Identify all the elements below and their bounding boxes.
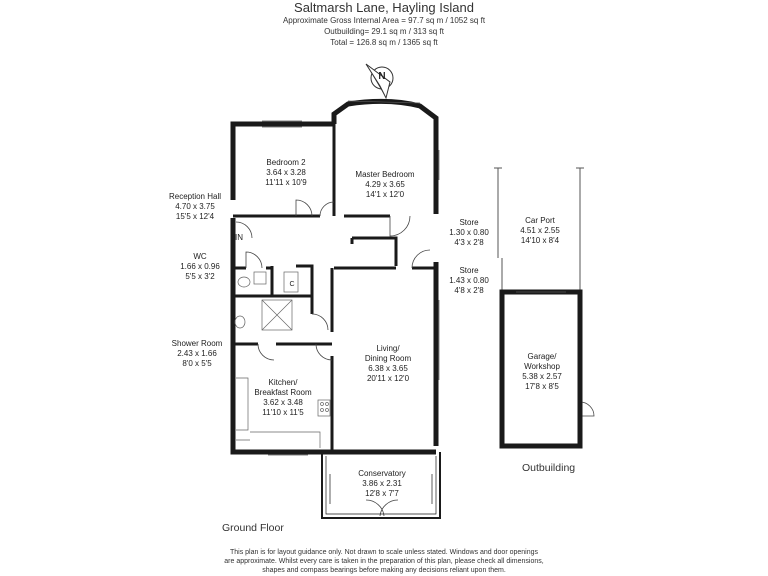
room-name: Conservatory <box>358 469 406 478</box>
room-name-line2: Breakfast Room <box>254 388 312 397</box>
room-imperial: 12'8 x 7'7 <box>365 489 399 498</box>
room-store-2 <box>442 266 496 296</box>
room-master-bedroom <box>340 170 430 200</box>
plan-title: Saltmarsh Lane, Hayling Island <box>294 0 474 15</box>
gross-area-text: Approximate Gross Internal Area = 97.7 sq m / 1052 sq ft <box>282 16 486 25</box>
ground-floor-label: Ground Floor <box>222 522 284 534</box>
outbuilding-area-text: Outbuilding= 29.1 sq m / 313 sq ft <box>324 27 444 36</box>
room-kitchen <box>240 378 326 418</box>
room-metric: 4.51 x 2.55 <box>520 226 560 235</box>
room-metric: 1.30 x 0.80 <box>449 228 489 237</box>
room-reception-hall <box>156 192 234 222</box>
room-name: Car Port <box>525 216 555 225</box>
entrance-marker: IN <box>235 233 243 242</box>
room-name-line1: Living/ <box>376 344 400 353</box>
room-imperial: 4'8 x 2'8 <box>454 286 484 295</box>
room-name: WC <box>193 252 207 261</box>
room-metric: 4.70 x 3.75 <box>175 202 215 211</box>
disclaimer-line-1: This plan is for layout guidance only. Not drawn to scale unless stated. Windows and door openings <box>229 549 539 556</box>
room-name-line1: Garage/ <box>527 352 557 361</box>
disclaimer-line-3: shapes and compass bearings before making any decisions reliant upon them. <box>262 567 506 574</box>
room-garage <box>504 352 580 392</box>
room-imperial: 20'11 x 12'0 <box>366 374 410 383</box>
room-imperial: 8'0 x 5'5 <box>182 359 212 368</box>
room-name: Reception Hall <box>168 192 222 201</box>
room-imperial: 11'11 x 10'9 <box>265 178 307 187</box>
room-metric: 3.64 x 3.28 <box>266 168 306 177</box>
room-metric: 6.38 x 3.65 <box>368 364 408 373</box>
room-name-line1: Kitchen/ <box>268 378 298 387</box>
room-name-line2: Workshop <box>524 362 560 371</box>
room-imperial: 4'3 x 2'8 <box>454 238 484 247</box>
compass-north-label: N <box>378 71 386 82</box>
room-name: Shower Room <box>171 339 223 348</box>
room-metric: 3.86 x 2.31 <box>362 479 402 488</box>
total-area-text: Total = 126.8 sq m / 1365 sq ft <box>330 38 438 47</box>
room-name: Store <box>459 266 479 275</box>
room-name-line2: Dining Room <box>364 354 412 363</box>
room-metric: 4.29 x 3.65 <box>365 180 405 189</box>
room-imperial: 17'8 x 8'5 <box>525 382 559 391</box>
room-metric: 1.43 x 0.80 <box>449 276 489 285</box>
room-store-1 <box>442 218 496 248</box>
disclaimer-line-2: are approximate. Whilst every care is taken in the preparation of this plan, please check all dimensions, <box>224 558 544 565</box>
room-imperial: 11'10 x 11'5 <box>262 408 304 417</box>
room-imperial: 14'10 x 8'4 <box>520 236 560 245</box>
room-conservatory <box>342 469 422 499</box>
room-wc <box>172 252 228 282</box>
room-metric: 2.43 x 1.66 <box>177 349 217 358</box>
room-living <box>340 344 436 384</box>
outbuilding-label: Outbuilding <box>522 462 576 474</box>
room-car-port <box>500 216 580 246</box>
room-name: Master Bedroom <box>355 170 415 179</box>
room-imperial: 14'1 x 12'0 <box>365 190 405 199</box>
room-imperial: 15'5 x 12'4 <box>175 212 215 221</box>
room-name: Store <box>459 218 479 227</box>
room-metric: 3.62 x 3.48 <box>263 398 303 407</box>
cupboard-marker: C <box>289 281 295 288</box>
room-metric: 5.38 x 2.57 <box>522 372 562 381</box>
room-name: Bedroom 2 <box>266 158 306 167</box>
room-imperial: 5'5 x 3'2 <box>185 272 215 281</box>
room-bedroom2 <box>246 158 326 188</box>
room-metric: 1.66 x 0.96 <box>180 262 220 271</box>
room-shower <box>164 339 230 369</box>
